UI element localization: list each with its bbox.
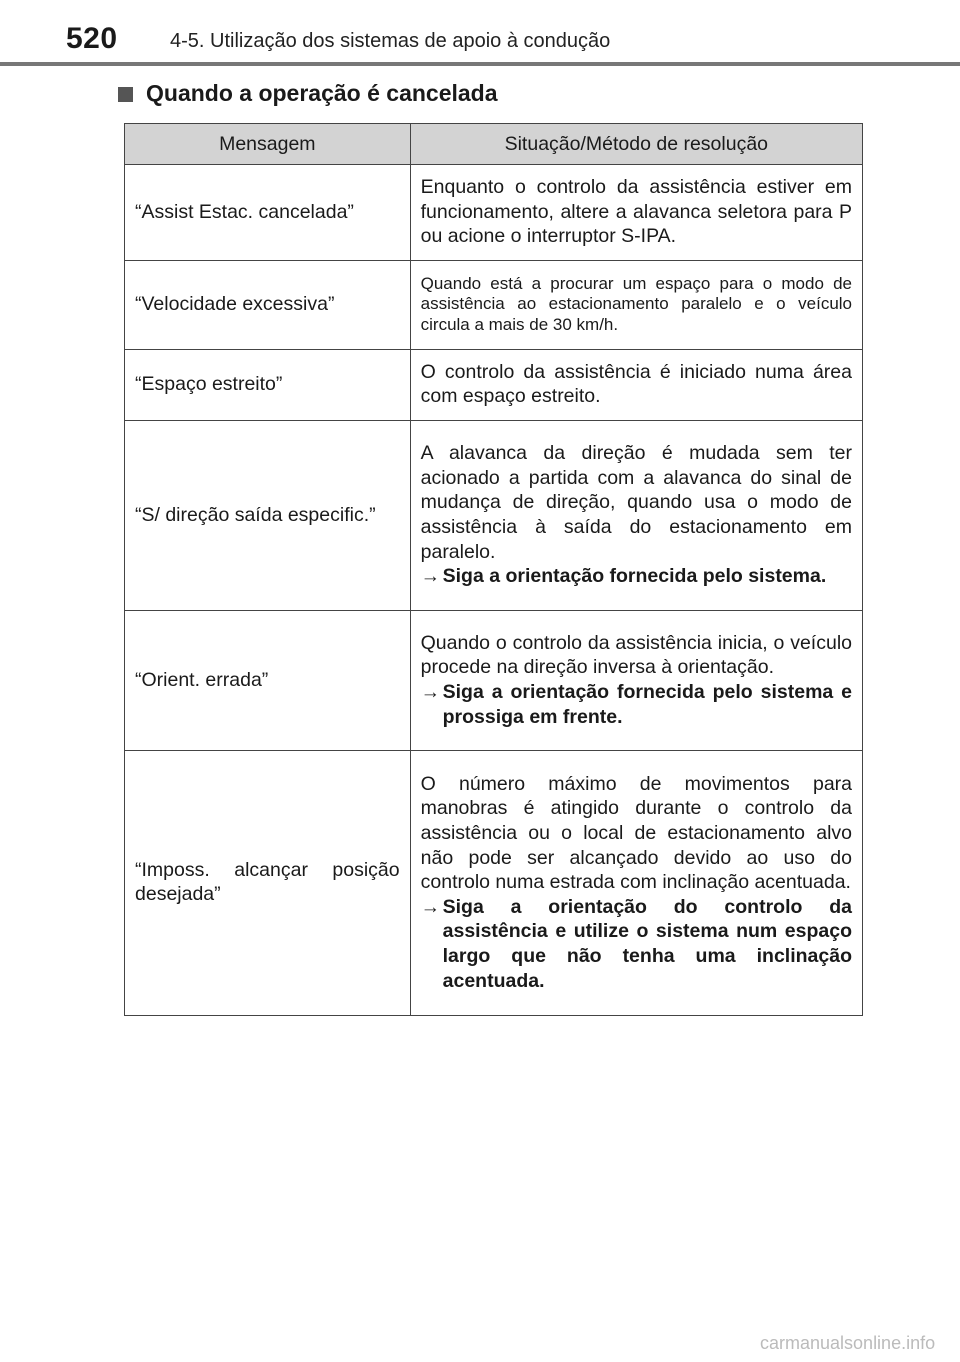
action-text: Siga a orientação do controlo da assistência e utilize o sistema num espaço largo que não tenha uma inclinação acentuada.: [442, 895, 852, 992]
action-text: Siga a orientação fornecida pelo sistema e prossiga em frente.: [442, 680, 852, 728]
table-row: [125, 610, 863, 750]
solution-action: [421, 680, 852, 729]
arrow-icon: →: [420, 565, 441, 588]
arrow-icon: →: [420, 680, 441, 703]
message-cell: “S/ direção saída especific.”: [125, 420, 411, 610]
table-row: [125, 750, 863, 1015]
message-cell: “Imposs. alcançar posição desejada”: [125, 750, 411, 1015]
page-header: [0, 0, 960, 68]
section-title: Quando a operação é cancelada: [146, 80, 498, 106]
solution-description: O controlo da assistência é iniciado numa área com espaço estreito.: [420, 360, 852, 408]
arrow-icon: →: [420, 895, 441, 918]
page-number: 520: [66, 22, 118, 55]
solution-cell: [410, 165, 862, 261]
solution-description: Quando o controlo da assistência inicia, o veículo procede na direção inversa à orientação.: [420, 631, 852, 679]
solution-action: [421, 895, 852, 993]
table-header-row: [125, 124, 863, 165]
header-divider: [0, 62, 960, 66]
solution-action: [421, 564, 852, 589]
solution-description: O número máximo de movimentos para manobras é atingido durante o controlo da assistência ou o local de estacionamento alvo não pode ser alcançado devido ao uso do controlo numa estrada com inclinação acentuada.: [420, 772, 852, 894]
column-header-message: Mensagem: [125, 124, 411, 165]
solution-cell: [410, 420, 862, 610]
solution-description: A alavanca da direção é mudada sem ter acionado a partida com a alavanca do sinal de mudança de direção, quando usa o modo de assistência à saída do estacionamento em paralelo.: [420, 442, 852, 563]
table-row: [125, 260, 863, 349]
square-bullet-icon: [118, 87, 133, 102]
table-row: [125, 420, 863, 610]
section-heading: [118, 80, 498, 107]
solution-cell: [410, 349, 862, 420]
solution-cell: [410, 260, 862, 349]
table-row: [125, 165, 863, 261]
solution-cell: [410, 610, 862, 750]
solution-description: Enquanto o controlo da assistência estiver em funcionamento, altere a alavanca seletora para P ou acione o interruptor S-IPA.: [420, 176, 852, 248]
message-table: [124, 123, 863, 1016]
solution-cell: [410, 750, 862, 1015]
message-cell: “Espaço estreito”: [125, 349, 411, 420]
message-cell: “Orient. errada”: [125, 610, 411, 750]
chapter-title: 4-5. Utilização dos sistemas de apoio à condução: [170, 30, 611, 52]
action-text: Siga a orientação fornecida pelo sistema.: [442, 565, 827, 588]
solution-description: Quando está a procurar um espaço para o modo de assistência ao estacionamento paralelo e o veículo circula a mais de 30 km/h.: [420, 273, 852, 334]
table-row: [125, 349, 863, 420]
message-cell: “Velocidade excessiva”: [125, 260, 411, 349]
column-header-solution: Situação/Método de resolução: [410, 124, 862, 165]
message-cell: “Assist Estac. cancelada”: [125, 165, 411, 261]
watermark: carmanualsonline.info: [760, 1333, 936, 1353]
